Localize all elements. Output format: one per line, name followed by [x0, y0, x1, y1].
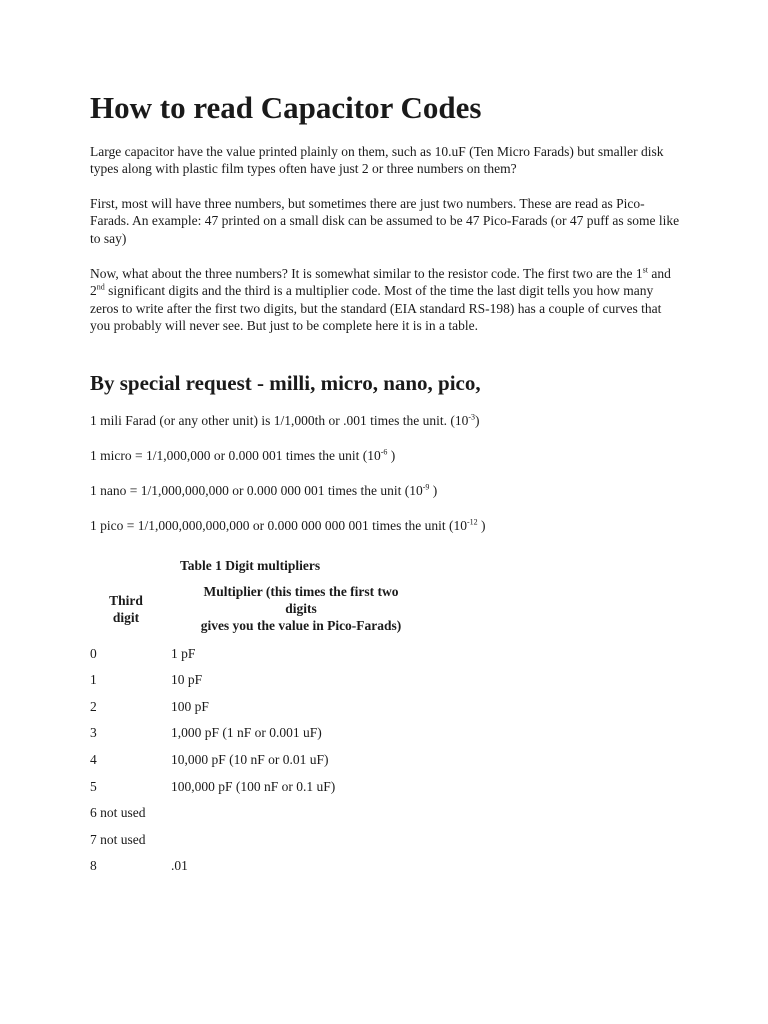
digit-cell: 2 [90, 699, 97, 714]
header-line: Third [109, 593, 143, 608]
unit-exponent: -3 [468, 412, 475, 422]
table-header-multiplier [176, 583, 426, 634]
digit-cell: 3 [90, 725, 97, 740]
multiplier-cell: 1,000 pF (1 nF or 0.001 uF) [171, 725, 322, 740]
table-row [90, 671, 650, 689]
table-row [90, 751, 650, 769]
table-row [90, 831, 650, 849]
unit-exponent: -9 [422, 482, 430, 492]
multiplier-cell: 1 pF [171, 646, 196, 661]
unit-exponent: -6 [380, 447, 388, 457]
section-heading: By special request - milli, micro, nano, pico, [90, 371, 481, 395]
two-number-paragraph: First, most will have three numbers, but sometimes there are just two numbers. These are read as Pico-Farads. An example: 47 printed on a small disk can be assumed to be 47 Pico-Farads (or 47 puff as some like to say) [90, 196, 680, 246]
paragraph-text: Now, what about the three numbers? It is somewhat similar to the resistor code. The first two are the 1 [90, 266, 643, 281]
table-row [90, 724, 650, 742]
paragraph-text: significant digits and the third is a multiplier code. Most of the time the last digit tells you how many zeros to write after the first two digits, but the standard (EIA standard RS-198) has a couple of curves that you probably will never see. But just to be complete here it is in a table. [90, 283, 662, 333]
digit-cell: 1 [90, 672, 97, 687]
three-number-paragraph [90, 265, 682, 334]
unit-close: ) [387, 448, 396, 463]
unit-close: ) [477, 518, 486, 533]
unit-definition-micro [90, 447, 395, 465]
table-row [90, 857, 650, 875]
intro-paragraph: Large capacitor have the value printed plainly on them, such as 10.uF (Ten Micro Farads) but smaller disk types along with plastic film types often have just 2 or three numbers on them? [90, 144, 664, 177]
digit-cell: 4 [90, 752, 97, 767]
table-row [90, 698, 650, 716]
document-page [90, 0, 690, 1024]
superscript-ordinal: nd [96, 282, 105, 292]
table-header-third-digit [90, 592, 162, 626]
header-line: gives you the value in Pico-Farads) [200, 618, 402, 633]
table-row [90, 645, 650, 663]
unit-text: 1 micro = 1/1,000,000 or 0.000 001 times the unit (10 [90, 448, 381, 463]
unit-definition-milli [90, 412, 480, 430]
digit-cell: 0 [90, 646, 97, 661]
unit-exponent: -12 [466, 517, 478, 527]
unit-definition-pico [90, 517, 486, 535]
unit-text: 1 nano = 1/1,000,000,000 or 0.000 000 001 times the unit (10 [90, 483, 423, 498]
header-line: digit [112, 610, 140, 625]
page-title: How to read Capacitor Codes [90, 90, 482, 125]
header-line: digits [285, 601, 317, 616]
multiplier-cell: 100,000 pF (100 nF or 0.1 uF) [171, 779, 336, 794]
unit-definition-nano [90, 482, 437, 500]
multiplier-cell: .01 [171, 858, 188, 873]
table-caption: Table 1 Digit multipliers [180, 558, 321, 573]
multiplier-cell: 100 pF [171, 699, 209, 714]
unit-text: 1 pico = 1/1,000,000,000,000 or 0.000 000 000 001 times the unit (10 [90, 518, 467, 533]
header-line: Multiplier (this times the first two [203, 584, 399, 599]
digit-cell: 5 [90, 779, 97, 794]
paragraph-text: and 2 [90, 266, 671, 299]
multiplier-cell: 10,000 pF (10 nF or 0.01 uF) [171, 752, 329, 767]
unit-close: ) [475, 413, 480, 428]
digit-cell: 7 not used [90, 832, 146, 847]
multiplier-cell: 10 pF [171, 672, 203, 687]
unit-text: 1 mili Farad (or any other unit) is 1/1,000th or .001 times the unit. (10 [90, 413, 469, 428]
digit-cell: 8 [90, 858, 97, 873]
unit-close: ) [429, 483, 438, 498]
digit-cell: 6 not used [90, 805, 146, 820]
superscript-ordinal: st [642, 265, 648, 275]
table-row [90, 778, 650, 796]
table-row [90, 804, 650, 822]
